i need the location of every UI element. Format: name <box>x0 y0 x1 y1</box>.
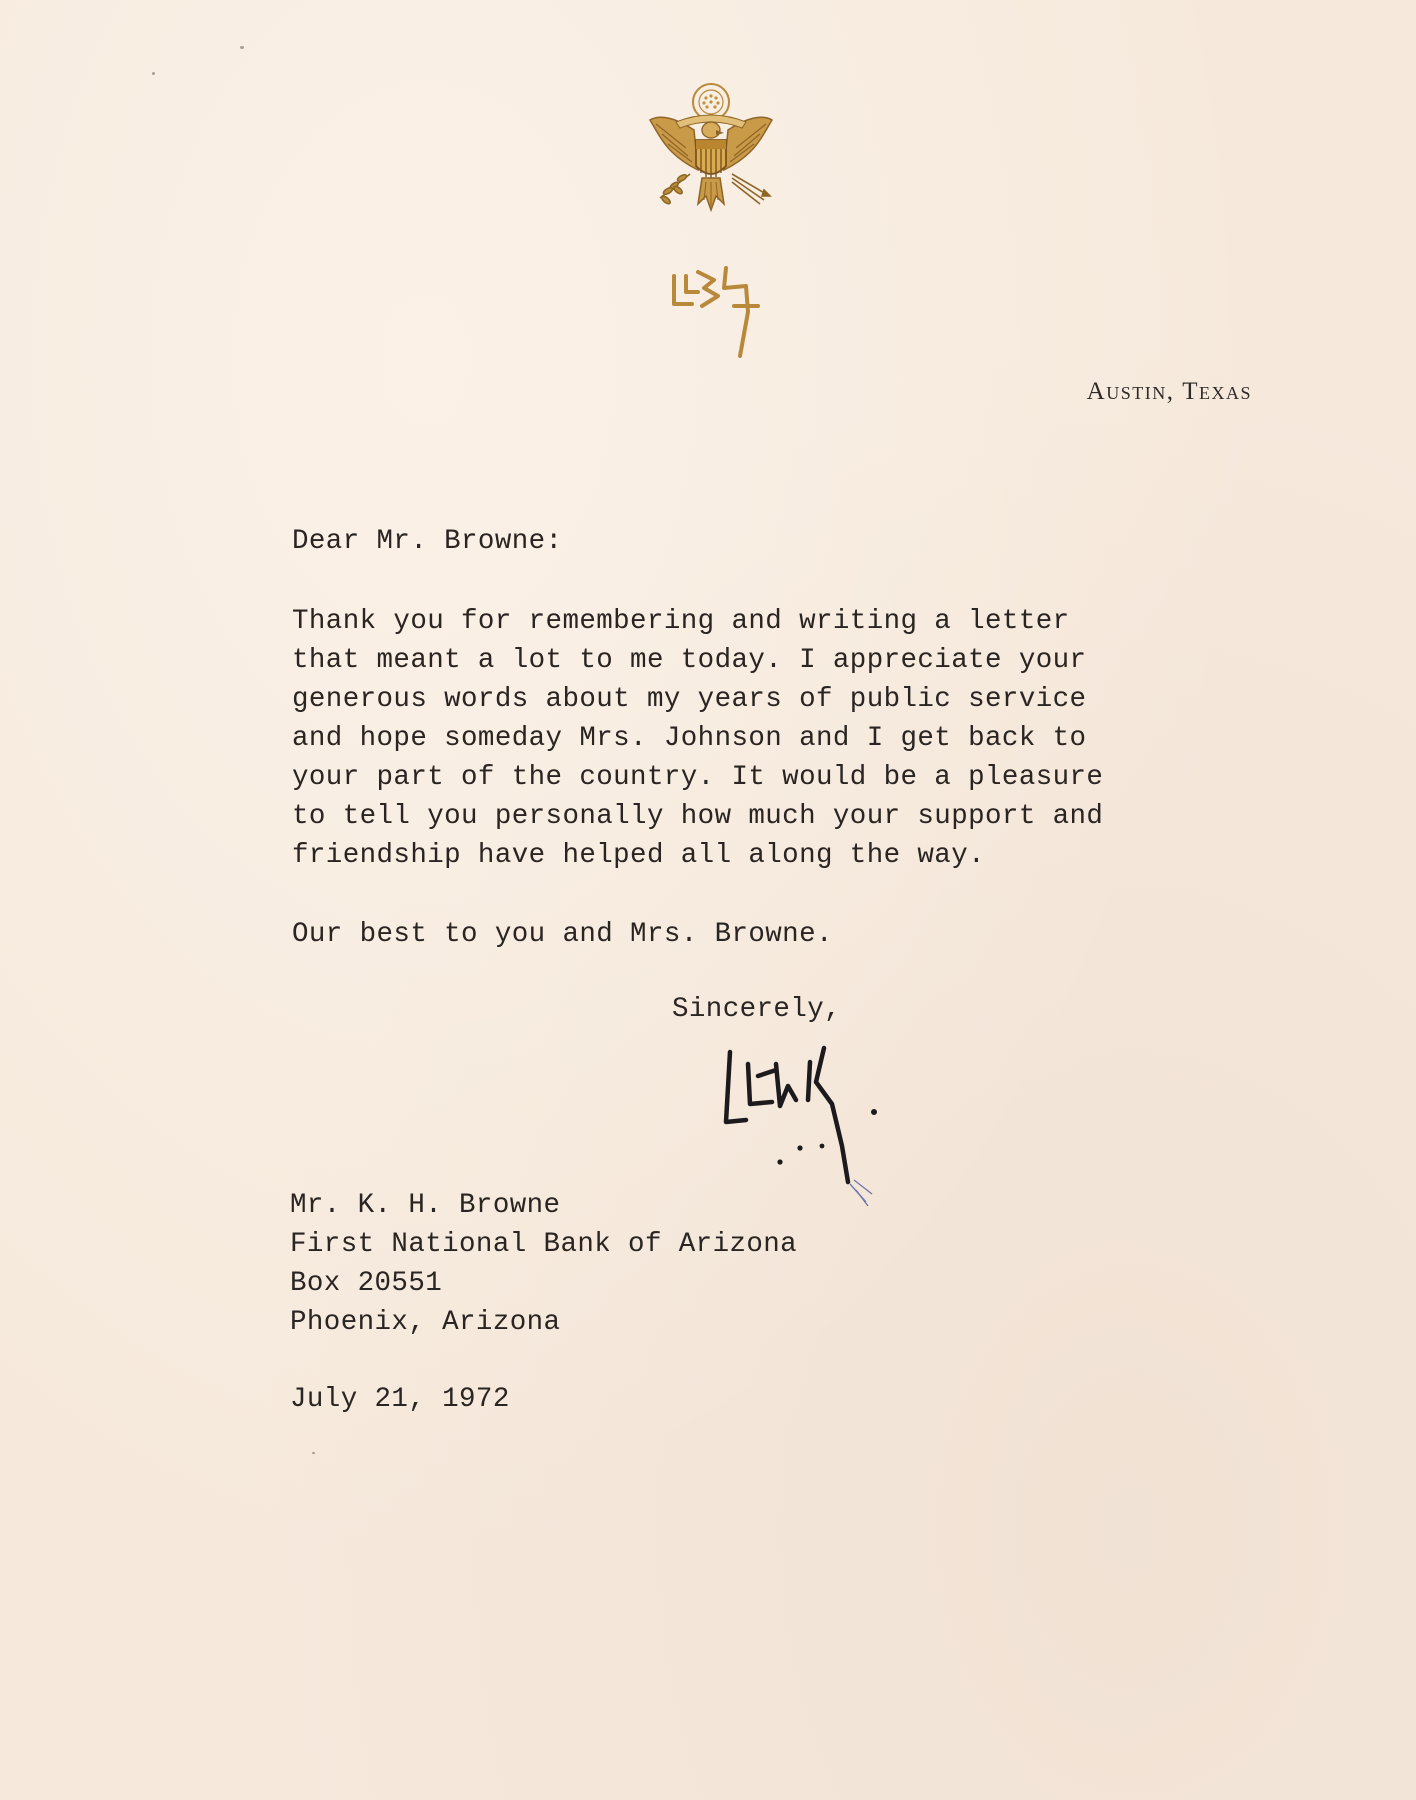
recipient-box: Box 20551 <box>290 1268 443 1299</box>
place-state: Texas <box>1182 378 1252 405</box>
place-separator: , <box>1166 378 1183 405</box>
letter-body <box>292 522 1172 982</box>
sign-off: Sincerely, <box>672 994 842 1025</box>
body-line: and hope someday Mrs. Johnson and I get back to <box>292 723 1087 754</box>
paper-speck <box>312 1452 315 1454</box>
body-paragraph <box>292 602 1172 875</box>
closing-line: Our best to you and Mrs. Browne. <box>292 919 833 950</box>
body-line: to tell you personally how much your support and <box>292 801 1104 832</box>
lbj-monogram-icon <box>668 262 774 368</box>
recipient-name: Mr. K. H. Browne <box>290 1190 561 1221</box>
letter-date: July 21, 1972 <box>290 1384 510 1415</box>
recipient-organization: First National Bank of Arizona <box>290 1229 798 1260</box>
recipient-address <box>290 1186 797 1342</box>
body-line: that meant a lot to me today. I appreciate your <box>292 645 1087 676</box>
paper-speck <box>240 46 244 49</box>
body-line: your part of the country. It would be a pleasure <box>292 762 1104 793</box>
salutation: Dear Mr. Browne: <box>292 526 563 557</box>
great-seal-eagle-icon <box>646 78 776 228</box>
body-line: friendship have helped all along the way. <box>292 840 986 871</box>
letterhead-place <box>1087 378 1252 406</box>
body-line: Thank you for remembering and writing a letter <box>292 606 1070 637</box>
place-city: Austin <box>1086 378 1167 405</box>
paper-speck <box>152 72 155 75</box>
recipient-city: Phoenix, Arizona <box>290 1307 561 1338</box>
body-line: generous words about my years of public service <box>292 684 1087 715</box>
